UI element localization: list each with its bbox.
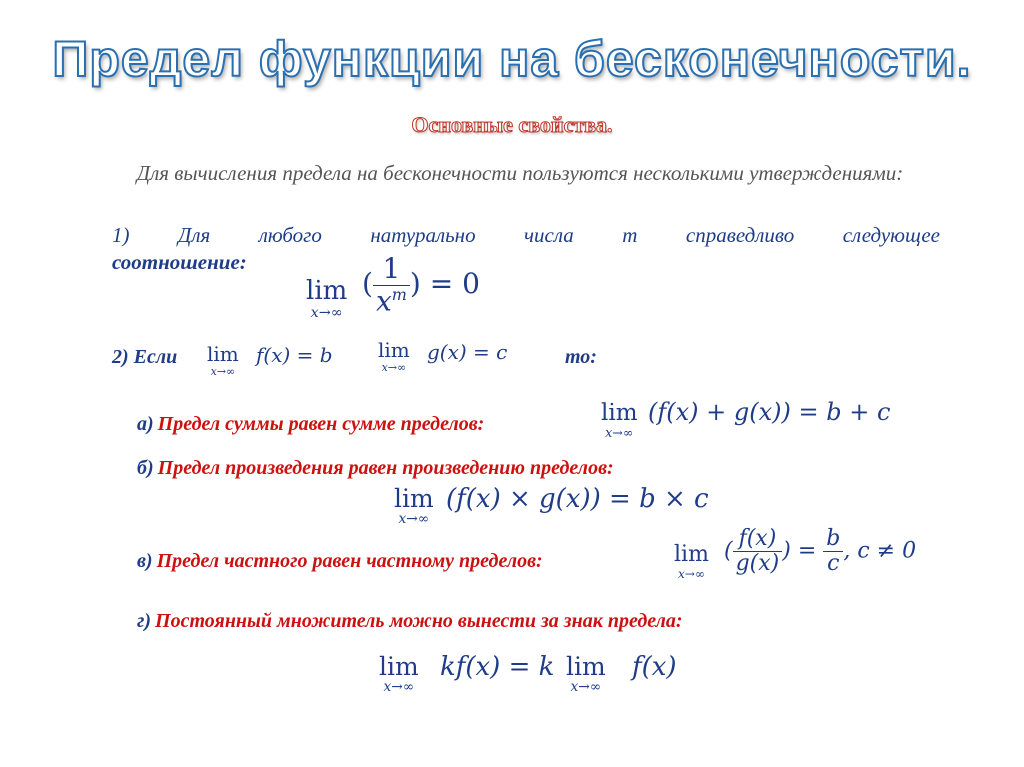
item-a-lim: lim x→∞	[601, 400, 638, 440]
item-a-formula: (f(x) + g(x)) = b + c	[648, 398, 891, 426]
item2-expr2: g(x) = c	[427, 340, 508, 364]
item1-lim: lim x→∞	[306, 276, 348, 321]
item-c: в) Предел частного равен частному пределов:	[137, 550, 543, 572]
item-d-lim1: lim x→∞	[379, 652, 419, 695]
subtitle: Основные свойства.	[411, 112, 613, 137]
item-d-lim2: lim x→∞	[566, 652, 606, 695]
item1-formula: ( $\frac{1}{x^m}$ ) = 0	[362, 252, 480, 318]
item-a: а) Предел суммы равен сумме пределов:	[137, 413, 485, 435]
item-d: г) Постоянный множитель можно вынести за знак предела:	[137, 610, 683, 632]
item2-expr1: f(x) = b	[256, 343, 333, 367]
item2-lim1: lim x→∞	[207, 342, 239, 378]
page-title: Предел функции на бесконечности.	[52, 31, 972, 87]
item2-suffix: то:	[565, 346, 597, 368]
item1-text: 1) Для любого натурально числа m справедливо следующее	[112, 223, 940, 247]
item-d-expr1: kf(x) = k	[440, 652, 555, 682]
item2-lim2: lim x→∞	[378, 338, 410, 374]
item1-text2: соотношение:	[112, 250, 247, 274]
intro-text: Для вычисления предела на бесконечности пользуются несколькими утверждениями:	[136, 161, 904, 185]
item-b: б) Предел произведения равен произведению пределов:	[137, 457, 614, 479]
item-c-formula: ( $\frac{f(x)}{g(x)}$ ) = $\frac{b}{c}$ , c ≠ 0	[724, 526, 917, 577]
item-c-lim: lim x→∞	[674, 542, 709, 581]
item-b-formula: (f(x) × g(x)) = b × c	[446, 484, 709, 514]
item-b-lim: lim x→∞	[394, 484, 434, 527]
item2-prefix: 2) Если	[112, 346, 178, 368]
item-d-expr2: f(x)	[632, 652, 677, 682]
